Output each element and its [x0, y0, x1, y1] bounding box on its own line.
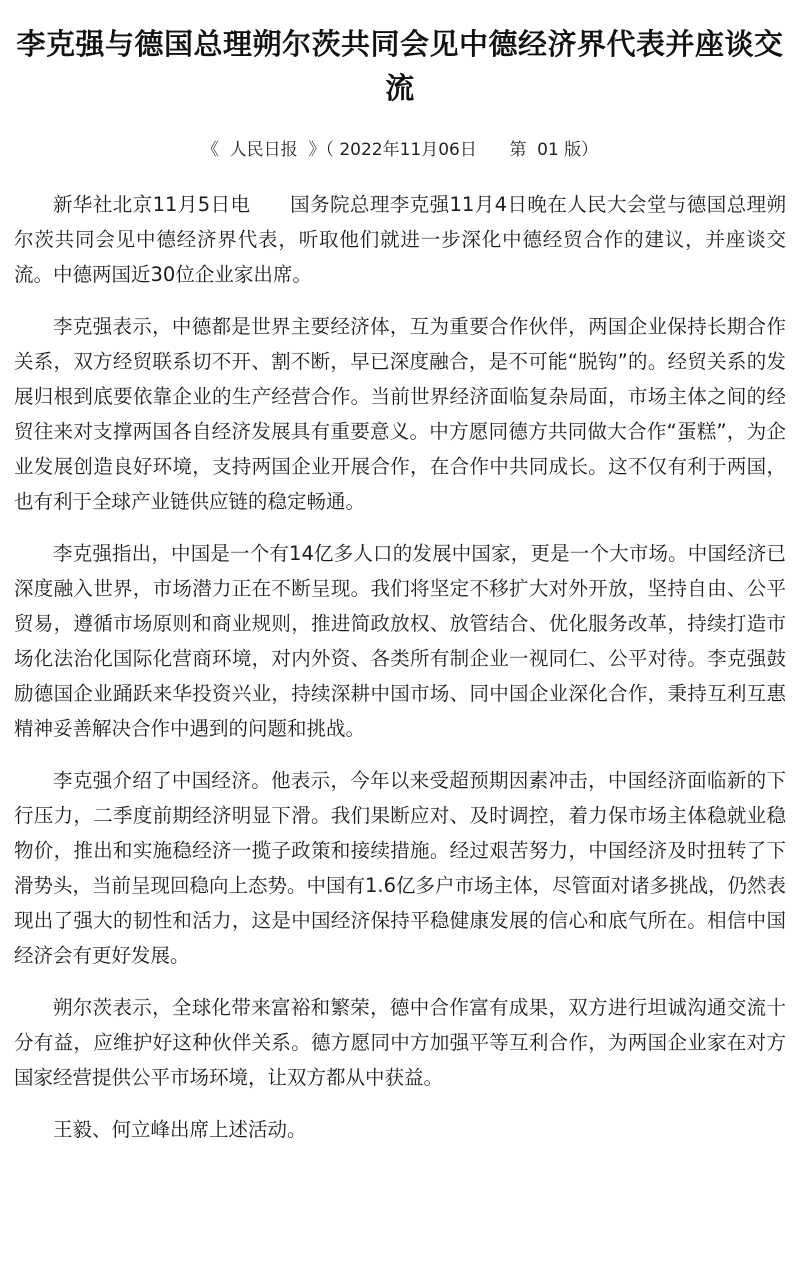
source-line	[14, 136, 786, 164]
source-newspaper: 人民日报	[229, 140, 298, 160]
dateline: 新华社北京11月5日电	[53, 193, 251, 216]
source-close-quote: 》（	[308, 140, 334, 160]
paragraph-5: 朔尔茨表示，全球化带来富裕和繁荣，德中合作富有成果，双方进行坦诚沟通交流十分有益，应维护好这种伙伴关系。德方愿同中方加强平等互利合作，为两国企业家在对方国家经营提供公平市场环境，让双方都从中获益。	[14, 996, 786, 1089]
article	[14, 0, 786, 1164]
paragraph-1-text: 国务院总理李克强11月4日晚在人民大会堂与德国总理朔尔茨共同会见中德经济界代表，听取他们就进一步深化中德经贸合作的建议，并座谈交流。中德两国近30位企业家出席。	[14, 193, 786, 286]
source-date: 2022年11月06日	[339, 140, 477, 160]
source-page-number: 01	[537, 140, 559, 160]
article-body	[14, 187, 786, 1147]
article-title: 李克强与德国总理朔尔茨共同会见中德经济界代表并座谈交流	[16, 27, 784, 105]
paragraph-1	[14, 187, 786, 292]
paragraph-2: 李克强表示，中德都是世界主要经济体，互为重要合作伙伴，两国企业保持长期合作关系，双方经贸联系切不开、割不断，早已深度融合，是不可能“脱钩”的。经贸关系的发展归根到底要依靠企业的生产经营合作。当前世界经济面临复杂局面，市场主体之间的经贸往来对支撑两国各自经济发展具有重要意义。中方愿同德方共同做大合作“蛋糕”，为企业发展创造良好环境，支持两国企业开展合作，在合作中共同成长。这不仅有利于两国，也有利于全球产业链供应链的稳定畅通。	[14, 315, 786, 513]
paragraph-4: 李克强介绍了中国经济。他表示，今年以来受超预期因素冲击，中国经济面临新的下行压力，二季度前期经济明显下滑。我们果断应对、及时调控，着力保市场主体稳就业稳物价，推出和实施稳经济一揽子政策和接续措施。经过艰苦努力，中国经济及时扭转了下滑势头，当前呈现回稳向上态势。中国有1.6亿多户市场主体，尽管面对诸多挑战，仍然表现出了强大的韧性和活力，这是中国经济保持平稳健康发展的信心和底气所在。相信中国经济会有更好发展。	[14, 769, 787, 967]
paragraph-3: 李克强指出，中国是一个有14亿多人口的发展中国家，更是一个大市场。中国经济已深度融入世界，市场潜力正在不断呈现。我们将坚定不移扩大对外开放，坚持自由、公平贸易，遵循市场原则和商业规则，推进简政放权、放管结合、优化服务改革，持续打造市场化法治化国际化营商环境，对内外资、各类所有制企业一视同仁、公平对待。李克强鼓励德国企业踊跃来华投资兴业，持续深耕中国市场、同中国企业深化合作，秉持互利互惠精神妥善解决合作中遇到的问题和挑战。	[14, 542, 786, 740]
source-page-suffix: 版）	[564, 140, 599, 160]
source-page-label: 第	[509, 140, 527, 160]
paragraph-6: 王毅、何立峰出席上述活动。	[53, 1118, 307, 1141]
source-open-quote: 《	[201, 140, 219, 160]
